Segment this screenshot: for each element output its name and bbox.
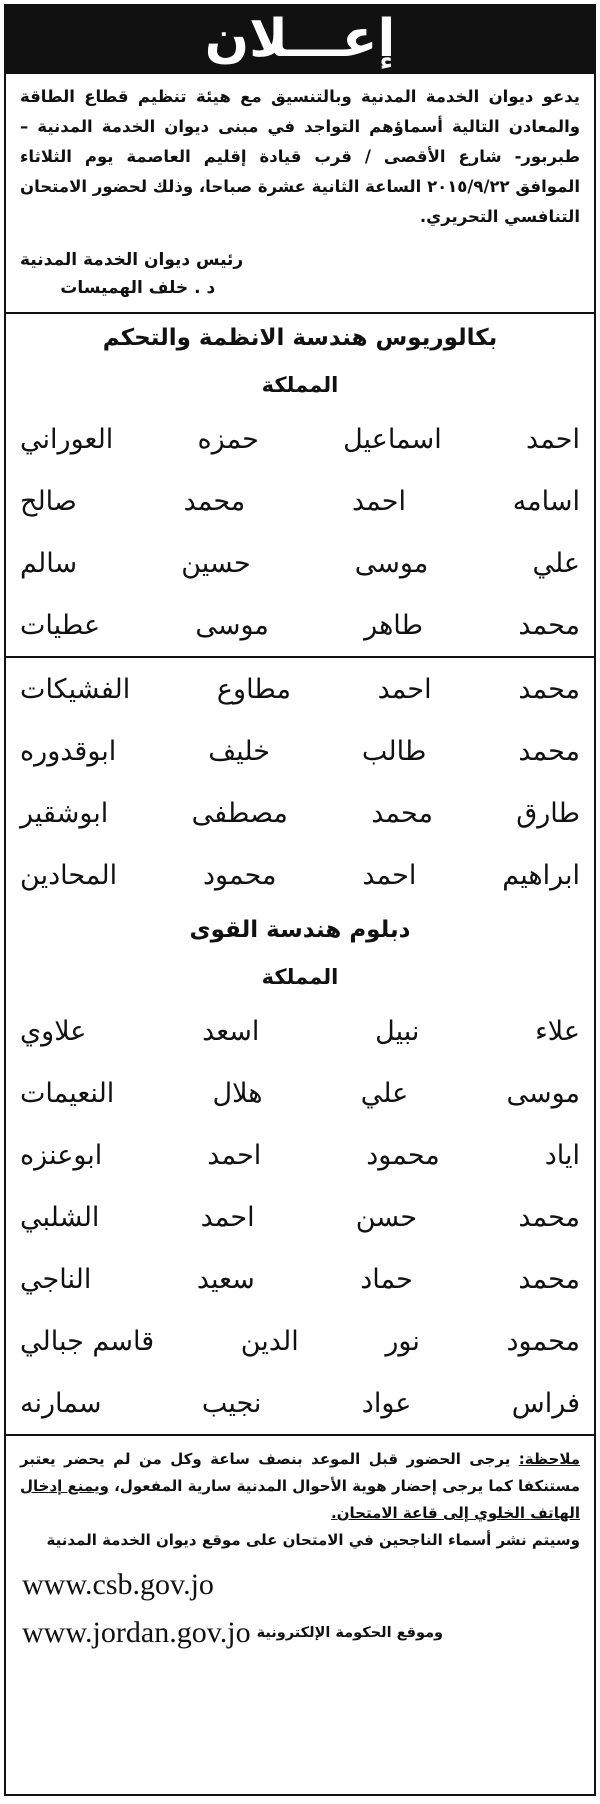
name-row: محمد حماد سعيد الناجي (20, 1263, 580, 1295)
note-paragraph (6, 1436, 594, 1554)
signature-block (6, 232, 594, 312)
name-row: احمد اسماعيل حمزه العوراني (20, 423, 580, 455)
gov-website-label: وموقع الحكومة الإلكترونية (256, 1625, 444, 1641)
csb-website-link[interactable]: www.csb.gov.jo (22, 1568, 214, 1601)
name-row: محمد طاهر موسى عطيات (20, 609, 580, 641)
announcement-page (4, 4, 596, 1796)
name-row: ابراهيم احمد محمود المحادين (20, 859, 580, 891)
announcement-banner: إعـــلان (6, 6, 594, 74)
note-text: يرجى الحضور قبل الموعد بنصف ساعة وكل من لم يحضر يعتبر مستنكفا كما يرجى إحضار هوية الأحوال المدنية سارية المفعول، (20, 1450, 580, 1495)
intro-paragraph: يدعو ديوان الخدمة المدنية وبالتنسيق مع هيئة تنظيم قطاع الطاقة والمعادن التالية أسماؤهم التواجد في مبنى ديوان الخدمة المدنية – طبربور- شارع الأقصى / قرب قيادة إقليم العاصمة يوم الثلاثاء الموافق ٢٠١٥/٩/٢٢ الساعة الثانية عشرة صباحا، وذلك لحضور الامتحان التنافسي التحريري. (20, 87, 580, 226)
name-row: علاء نبيل اسعد علاوي (20, 1015, 580, 1047)
note-label: ملاحظة: (518, 1450, 580, 1468)
gov-website-row (6, 1608, 594, 1658)
name-row: علي موسى حسين سالم (20, 547, 580, 579)
name-row: محمود نور الدين قاسم جبالي (20, 1325, 580, 1357)
note-results-text: وسيتم نشر أسماء الناجحين في الامتحان على موقع ديوان الخدمة المدنية (46, 1531, 580, 1549)
name-row: فراس عواد نجيب سمارنه (20, 1387, 580, 1419)
signature-title: رئيس ديوان الخدمة المدنية (20, 250, 244, 270)
names-list-section1 (6, 408, 594, 656)
signature-name: د . خلف الهميسات (60, 278, 216, 298)
note-phone-warning: ويمنع إدخال الهاتف الخلوي إلى قاعة الامتحان. (20, 1477, 580, 1522)
section-title-power-engineering: دبلوم هندسة القوى (189, 917, 411, 943)
name-row: محمد احمد مطاوع الفشيكات (20, 673, 580, 705)
name-row: محمد حسن احمد الشلبي (20, 1201, 580, 1233)
name-row: طارق محمد مصطفى ابوشقير (20, 797, 580, 829)
name-row: محمد طالب خليف ابوقدوره (20, 735, 580, 767)
gov-website-link[interactable]: www.jordan.gov.jo (22, 1616, 251, 1649)
name-row: اسامه احمد محمد صالح (20, 485, 580, 517)
region-label: المملكة (261, 965, 339, 989)
section-title-systems-engineering: بكالوريوس هندسة الانظمة والتحكم (102, 325, 498, 351)
name-row: اياد محمود احمد ابوعنزه (20, 1139, 580, 1171)
region-label: المملكة (261, 373, 339, 397)
name-row: موسى علي هلال النعيمات (20, 1077, 580, 1109)
names-list-section1-continued (6, 658, 594, 906)
names-list-section2 (6, 1000, 594, 1434)
